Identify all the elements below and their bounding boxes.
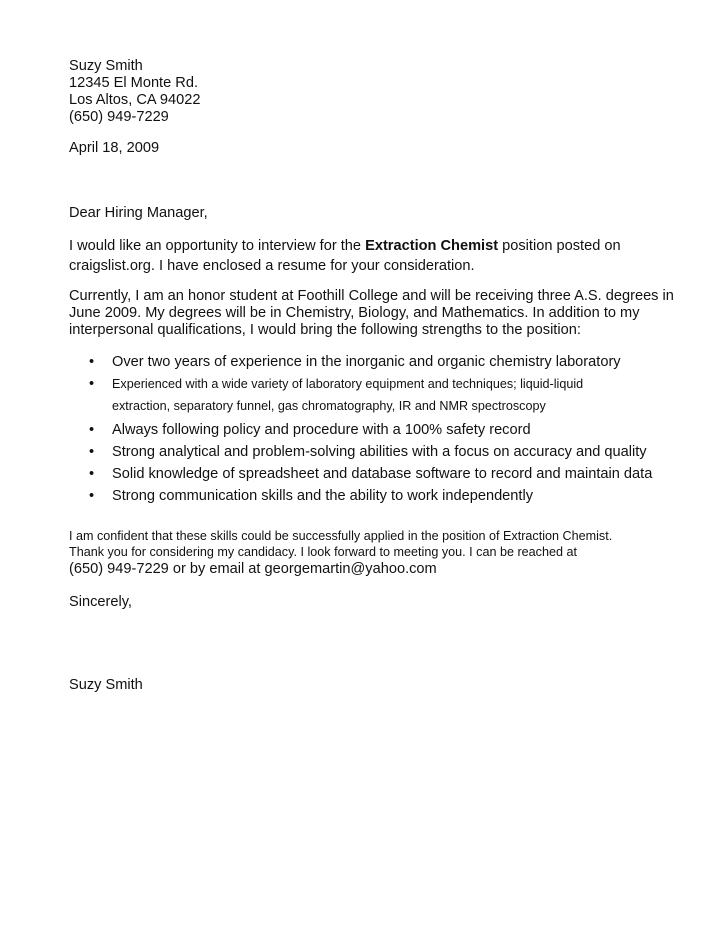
bullet-item: Strong communication skills and the ability to work independently — [112, 488, 534, 504]
closing-line: Thank you for considering my candidacy. I look forward to meeting you. I can be reached at — [69, 545, 577, 559]
para1-line2: craigslist.org. I have enclosed a resume for your consideration. — [69, 258, 475, 274]
sender-city: Los Altos, CA 94022 — [69, 92, 201, 108]
bullet-item: Always following policy and procedure with a 100% safety record — [112, 422, 531, 438]
bullet-icon: • — [89, 422, 95, 438]
para1-line1 — [69, 237, 621, 255]
para1-text: I would like an opportunity to interview for the — [69, 238, 366, 254]
sender-phone: (650) 949-7229 — [69, 109, 169, 125]
contact-line: (650) 949-7229 or by email at georgemartin@yahoo.com — [69, 561, 437, 577]
signature: Suzy Smith — [69, 677, 143, 693]
para1-text: position posted on — [498, 238, 621, 254]
bullet-item: Strong analytical and problem-solving abilities with a focus on accuracy and quality — [112, 444, 647, 460]
bullet-icon: • — [89, 488, 95, 504]
bullet-item-continued: extraction, separatory funnel, gas chromatography, IR and NMR spectroscopy — [112, 399, 546, 413]
bullet-icon: • — [89, 444, 95, 460]
para2-line: June 2009. My degrees will be in Chemistry, Biology, and Mathematics. In addition to my — [69, 305, 640, 321]
bullet-icon: • — [89, 376, 95, 392]
para2-line: interpersonal qualifications, I would bring the following strengths to the position: — [69, 322, 581, 338]
bullet-icon: • — [89, 466, 95, 482]
bullet-item: Over two years of experience in the inorganic and organic chemistry laboratory — [112, 354, 621, 370]
para2-line: Currently, I am an honor student at Foothill College and will be receiving three A.S. degrees in — [69, 288, 674, 304]
bullet-item: Experienced with a wide variety of laboratory equipment and techniques; liquid-liquid — [112, 377, 584, 391]
sender-street: 12345 El Monte Rd. — [69, 75, 198, 91]
signoff: Sincerely, — [69, 594, 132, 610]
letter-date: April 18, 2009 — [69, 140, 160, 156]
bullet-icon: • — [89, 354, 95, 370]
sender-name: Suzy Smith — [69, 58, 143, 74]
salutation: Dear Hiring Manager, — [69, 205, 208, 221]
closing-line: I am confident that these skills could be successfully applied in the position of Extraction Chemist. — [69, 529, 613, 543]
bullet-item: Solid knowledge of spreadsheet and database software to record and maintain data — [112, 466, 653, 482]
position-title: Extraction Chemist — [365, 238, 499, 254]
